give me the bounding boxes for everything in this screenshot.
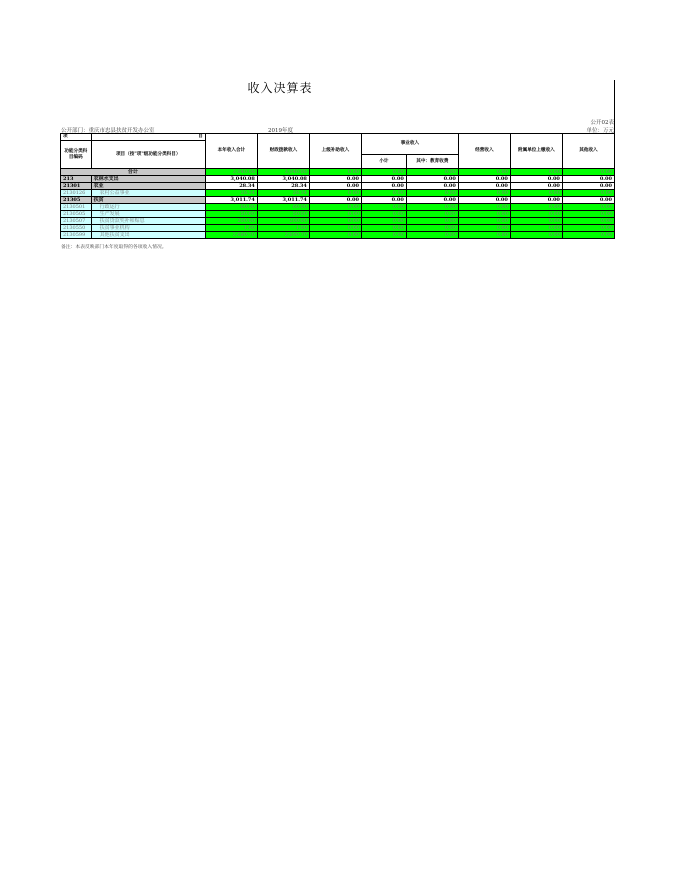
row-value: 0.00 — [562, 183, 614, 190]
header-operating: 经营收入 — [458, 134, 510, 169]
row-name: 行政运行 — [91, 204, 205, 211]
header-superior: 上级补助收入 — [309, 134, 361, 169]
row-value: 60.00 — [257, 204, 309, 211]
total-value: 0.00 — [406, 169, 458, 176]
row-value: 50.00 — [205, 211, 257, 218]
row-value: 0.00 — [562, 197, 614, 204]
row-value: 28.34 — [205, 190, 257, 197]
header-corner-right: 目 — [91, 134, 205, 141]
header-business-subtotal: 小计 — [361, 155, 406, 169]
row-value: 3,011.74 — [205, 197, 257, 204]
table-row — [61, 190, 615, 197]
row-value: 0.00 — [562, 225, 614, 232]
row-value: 0.00 — [510, 204, 562, 211]
row-code: 2130505 — [61, 211, 92, 218]
row-value: 0.00 — [458, 176, 510, 183]
row-value: 0.00 — [562, 218, 614, 225]
row-value: 0.00 — [562, 232, 614, 239]
header-business: 事业收入 — [361, 134, 458, 155]
row-value: 0.00 — [361, 225, 406, 232]
row-value: 0.00 — [562, 204, 614, 211]
total-value: 3,040.08 — [257, 169, 309, 176]
row-value: 0.00 — [458, 183, 510, 190]
row-value: 0.00 — [406, 218, 458, 225]
row-name: 农业 — [91, 183, 205, 190]
row-name: 农林水支出 — [91, 176, 205, 183]
total-value: 0.00 — [309, 169, 361, 176]
row-value: 0.00 — [406, 183, 458, 190]
row-value: 0.00 — [406, 225, 458, 232]
row-value: 0.00 — [406, 211, 458, 218]
row-code: 213 — [61, 176, 92, 183]
row-value: 0.00 — [510, 183, 562, 190]
row-value: 0.00 — [309, 197, 361, 204]
row-value: 0.00 — [361, 211, 406, 218]
row-name: 农村公益事业 — [91, 190, 205, 197]
row-value: 0.00 — [309, 204, 361, 211]
row-value: 0.00 — [309, 211, 361, 218]
total-value: 3,040.08 — [205, 169, 257, 176]
row-code: 2130599 — [61, 232, 92, 239]
row-value: 0.00 — [510, 225, 562, 232]
row-value: 0.00 — [458, 225, 510, 232]
row-value: 0.00 — [309, 176, 361, 183]
row-value: 0.00 — [361, 197, 406, 204]
total-value: 0.00 — [458, 169, 510, 176]
row-value: 50.00 — [257, 211, 309, 218]
row-value: 60.00 — [205, 204, 257, 211]
row-value: 200.00 — [205, 218, 257, 225]
header-code: 功能分类科目编码 — [61, 141, 92, 169]
table-row — [61, 176, 615, 183]
header-fiscal: 财政拨款收入 — [257, 134, 309, 169]
row-value: 1.00 — [257, 225, 309, 232]
row-value: 0.00 — [562, 190, 614, 197]
row-value: 0.00 — [406, 204, 458, 211]
row-value: 0.00 — [309, 225, 361, 232]
footnote: 备注：本表反映部门本年度取得的各项收入情况。 — [61, 245, 167, 250]
table-row — [61, 211, 615, 218]
table-row — [61, 204, 615, 211]
row-value: 0.00 — [361, 204, 406, 211]
row-value: 0.00 — [510, 211, 562, 218]
table-row — [61, 225, 615, 232]
row-value: 3,040.08 — [257, 176, 309, 183]
table-row — [61, 218, 615, 225]
row-name: 扶贫事业机构 — [91, 225, 205, 232]
table-row — [61, 232, 615, 239]
row-name: 扶贫贷款奖补和贴息 — [91, 218, 205, 225]
row-value: 2,690.70 — [257, 232, 309, 239]
total-value: 0.00 — [361, 169, 406, 176]
row-name: 生产发展 — [91, 211, 205, 218]
row-value: 0.00 — [406, 232, 458, 239]
total-row — [61, 169, 615, 176]
row-value: 0.00 — [361, 190, 406, 197]
total-label: 合计 — [61, 169, 206, 176]
row-value: 0.00 — [309, 190, 361, 197]
page-title: 收入决算表 — [247, 81, 313, 95]
header-name: 项目（按"项"级功能分类科目） — [91, 141, 205, 169]
row-value: 0.00 — [562, 211, 614, 218]
row-code: 21301 — [61, 183, 92, 190]
row-value: 0.00 — [309, 218, 361, 225]
header-affiliated: 附属单位上缴收入 — [510, 134, 562, 169]
row-code: 21305 — [61, 197, 92, 204]
row-value: 0.00 — [458, 190, 510, 197]
row-value: 0.00 — [510, 190, 562, 197]
row-value: 2,690.70 — [205, 232, 257, 239]
department-label: 公开部门：重庆市忠县扶贫开发办公室 — [61, 128, 155, 134]
row-value: 0.00 — [562, 176, 614, 183]
row-value: 0.00 — [406, 197, 458, 204]
total-value: 0.00 — [510, 169, 562, 176]
row-name: 其他扶贫支出 — [91, 232, 205, 239]
row-value: 0.00 — [309, 183, 361, 190]
income-table — [60, 133, 615, 239]
row-value: 0.00 — [510, 232, 562, 239]
row-value: 1.00 — [205, 225, 257, 232]
form-number: 公开02表 — [590, 120, 614, 126]
row-value: 3,040.08 — [205, 176, 257, 183]
row-value: 0.00 — [361, 218, 406, 225]
row-value: 0.00 — [458, 232, 510, 239]
row-value: 0.00 — [458, 204, 510, 211]
row-value: 0.00 — [361, 183, 406, 190]
header-other: 其他收入 — [562, 134, 614, 169]
row-value: 0.00 — [510, 176, 562, 183]
table-row — [61, 183, 615, 190]
row-value: 200.00 — [257, 218, 309, 225]
row-value: 0.00 — [361, 232, 406, 239]
header-corner-left: 项 — [61, 134, 92, 141]
row-value: 0.00 — [458, 197, 510, 204]
unit-label: 单位：万元 — [586, 128, 614, 134]
row-value: 28.34 — [257, 183, 309, 190]
row-value: 0.00 — [309, 232, 361, 239]
row-value: 3,011.74 — [257, 197, 309, 204]
year-label: 2019年度 — [268, 128, 293, 134]
row-value: 0.00 — [406, 190, 458, 197]
row-value: 0.00 — [458, 218, 510, 225]
row-code: 2130126 — [61, 190, 92, 197]
row-value: 0.00 — [458, 211, 510, 218]
row-value: 28.34 — [257, 190, 309, 197]
row-value: 0.00 — [406, 176, 458, 183]
row-name: 扶贫 — [91, 197, 205, 204]
table-row — [61, 197, 615, 204]
row-code: 2130550 — [61, 225, 92, 232]
row-value: 0.00 — [510, 197, 562, 204]
row-code: 2130507 — [61, 218, 92, 225]
row-value: 28.34 — [205, 183, 257, 190]
row-code: 2130501 — [61, 204, 92, 211]
row-value: 0.00 — [361, 176, 406, 183]
total-value: 0.00 — [562, 169, 614, 176]
header-total: 本年收入合计 — [205, 134, 257, 169]
row-value: 0.00 — [510, 218, 562, 225]
header-business-fee: 其中：教育收费 — [406, 155, 458, 169]
